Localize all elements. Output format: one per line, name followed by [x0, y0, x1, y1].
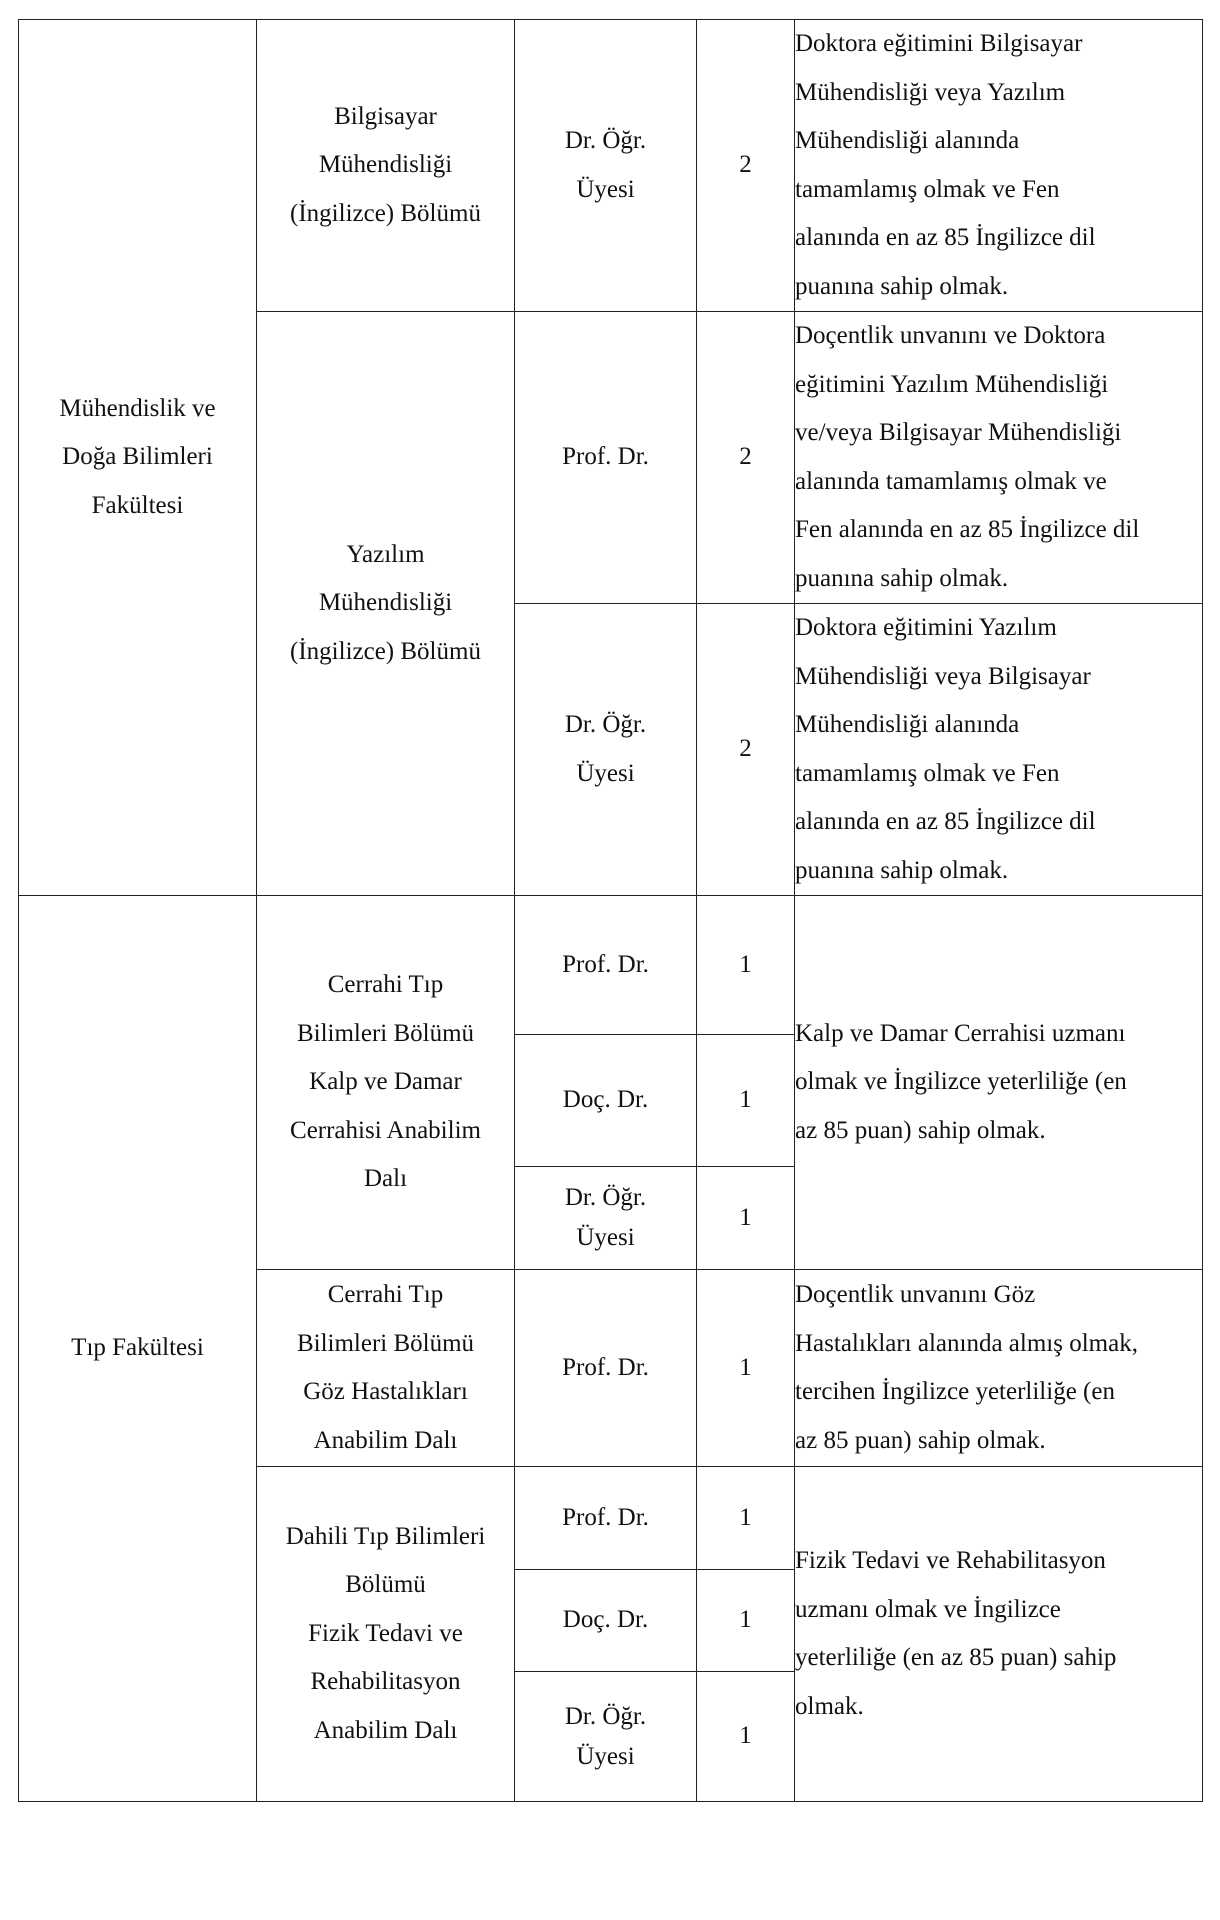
title-cell: Doç. Dr.: [515, 1570, 697, 1672]
title-cell: Prof. Dr.: [515, 312, 697, 604]
table-row: [19, 896, 1203, 1035]
table-row: [19, 20, 1203, 312]
count-cell: 2: [697, 312, 795, 604]
title-cell: Dr. Öğr. Üyesi: [515, 604, 697, 896]
title-cell: Dr. Öğr. Üyesi: [515, 20, 697, 312]
count-cell: 1: [697, 1167, 795, 1270]
requirement-cell: Doçentlik unvanını ve Doktora eğitimini Yazılım Mühendisliği ve/veya Bilgisayar Mühendisliği alanında tamamlamış olmak ve Fen alanında en az 85 İngilizce dil puanına sahip olmak.: [795, 312, 1203, 604]
count-cell: 1: [697, 896, 795, 1035]
faculty-cell: Tıp Fakültesi: [19, 896, 257, 1802]
department-cell: Cerrahi Tıp Bilimleri Bölümü Kalp ve Damar Cerrahisi Anabilim Dalı: [257, 896, 515, 1270]
count-cell: 1: [697, 1270, 795, 1467]
title-cell: Prof. Dr.: [515, 1467, 697, 1570]
title-cell: Dr. Öğr. Üyesi: [515, 1167, 697, 1270]
department-cell: Dahili Tıp Bilimleri Bölümü Fizik Tedavi ve Rehabilitasyon Anabilim Dalı: [257, 1467, 515, 1802]
count-cell: 1: [697, 1672, 795, 1802]
count-cell: 1: [697, 1570, 795, 1672]
requirement-cell: Kalp ve Damar Cerrahisi uzmanı olmak ve İngilizce yeterliliğe (en az 85 puan) sahip olmak.: [795, 896, 1203, 1270]
requirement-cell: Fizik Tedavi ve Rehabilitasyon uzmanı olmak ve İngilizce yeterliliğe (en az 85 puan) sahip olmak.: [795, 1467, 1203, 1802]
department-cell: Bilgisayar Mühendisliği (İngilizce) Bölümü: [257, 20, 515, 312]
department-cell: Cerrahi Tıp Bilimleri Bölümü Göz Hastalıkları Anabilim Dalı: [257, 1270, 515, 1467]
count-cell: 1: [697, 1035, 795, 1167]
requirement-cell: Doktora eğitimini Yazılım Mühendisliği veya Bilgisayar Mühendisliği alanında tamamlamış olmak ve Fen alanında en az 85 İngilizce dil puanına sahip olmak.: [795, 604, 1203, 896]
title-cell: Doç. Dr.: [515, 1035, 697, 1167]
faculty-cell: Mühendislik ve Doğa Bilimleri Fakültesi: [19, 20, 257, 896]
count-cell: 2: [697, 604, 795, 896]
title-cell: Dr. Öğr. Üyesi: [515, 1672, 697, 1802]
title-cell: Prof. Dr.: [515, 1270, 697, 1467]
count-cell: 2: [697, 20, 795, 312]
count-cell: 1: [697, 1467, 795, 1570]
requirement-cell: Doçentlik unvanını Göz Hastalıkları alanında almış olmak, tercihen İngilizce yeterliliğe (en az 85 puan) sahip olmak.: [795, 1270, 1203, 1467]
requirement-cell: Doktora eğitimini Bilgisayar Mühendisliği veya Yazılım Mühendisliği alanında tamamlamış olmak ve Fen alanında en az 85 İngilizce dil puanına sahip olmak.: [795, 20, 1203, 312]
title-cell: Prof. Dr.: [515, 896, 697, 1035]
positions-table: [18, 19, 1203, 1802]
department-cell: Yazılım Mühendisliği (İngilizce) Bölümü: [257, 312, 515, 896]
